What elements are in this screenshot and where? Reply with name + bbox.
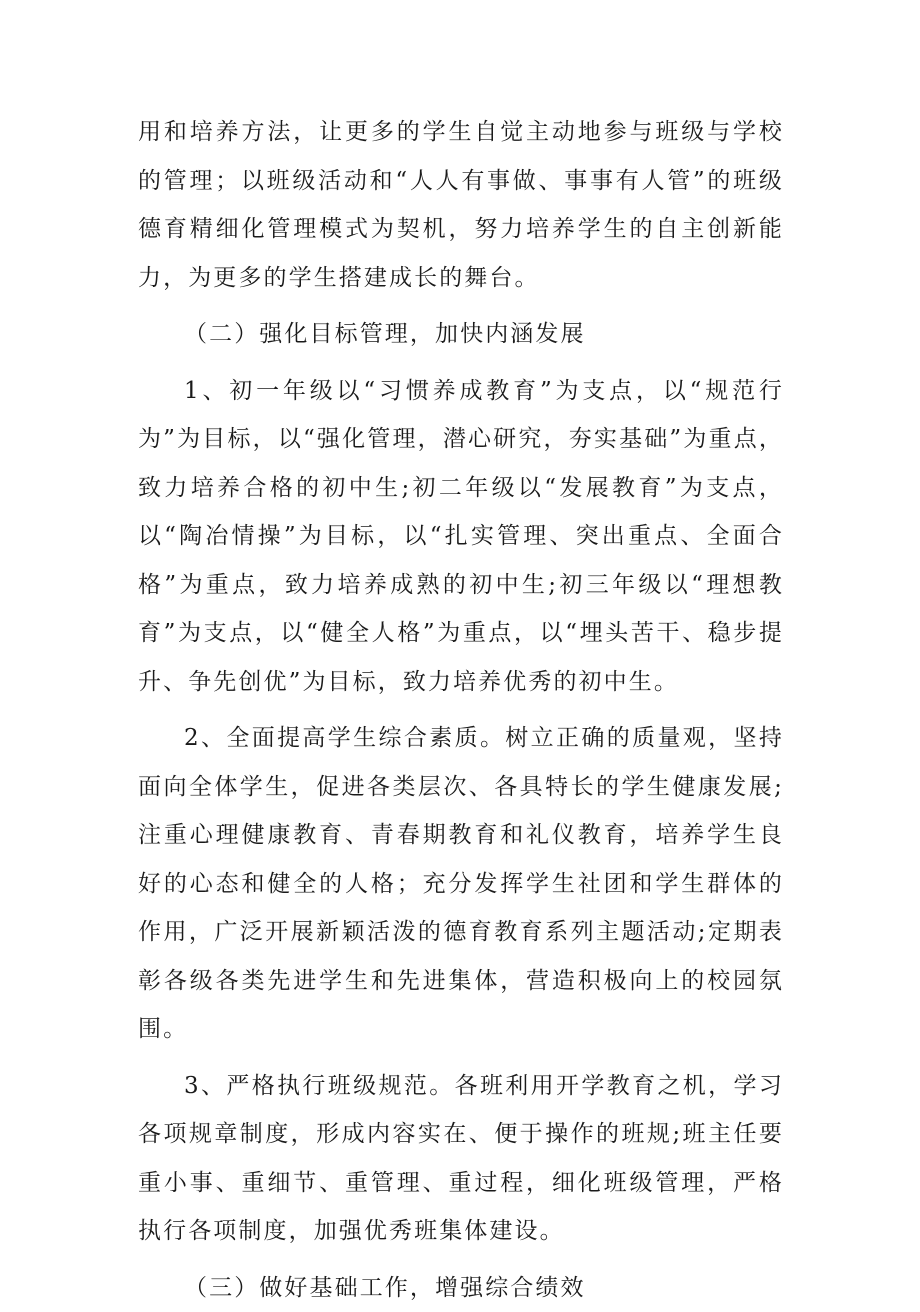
paragraph-item-2: 2、全面提高学生综合素质。树立正确的质量观，坚持面向全体学生，促进各类层次、各具特长的学生健康发展;注重心理健康教育、青春期教育和礼仪教育，培养学生良好的心态和健全的人格；充分发挥学生社团和学生群体的作用，广泛开展新颖活泼的德育教育系列主题活动;定期表彰各级各类先进学生和先进集体，营造积极向上的校园氛围。 (138, 714, 784, 1054)
section-heading-2: （二）强化目标管理，加快内涵发展 (138, 310, 784, 359)
document-body (138, 108, 784, 1312)
paragraph-continuation: 用和培养方法，让更多的学生自觉主动地参与班级与学校的管理；以班级活动和“人人有事做、事事有人管”的班级德育精细化管理模式为契机，努力培养学生的自主创新能力，为更多的学生搭建成长的舞台。 (138, 108, 784, 302)
paragraph-item-1: 1、初一年级以“习惯养成教育”为支点，以“规范行为”为目标，以“强化管理，潜心研究，夯实基础”为重点，致力培养合格的初中生;初二年级以“发展教育”为支点，以“陶冶情操”为目标，以“扎实管理、突出重点、全面合格”为重点，致力培养成熟的初中生;初三年级以“理想教育”为支点，以“健全人格”为重点，以“埋头苦干、稳步提升、争先创优”为目标，致力培养优秀的初中生。 (138, 367, 784, 707)
paragraph-item-3: 3、严格执行班级规范。各班利用开学教育之机，学习各项规章制度，形成内容实在、便于操作的班规;班主任要重小事、重细节、重管理、重过程，细化班级管理，严格执行各项制度，加强优秀班集体建设。 (138, 1062, 784, 1256)
section-heading-3: （三）做好基础工作，增强综合绩效 (138, 1264, 784, 1312)
